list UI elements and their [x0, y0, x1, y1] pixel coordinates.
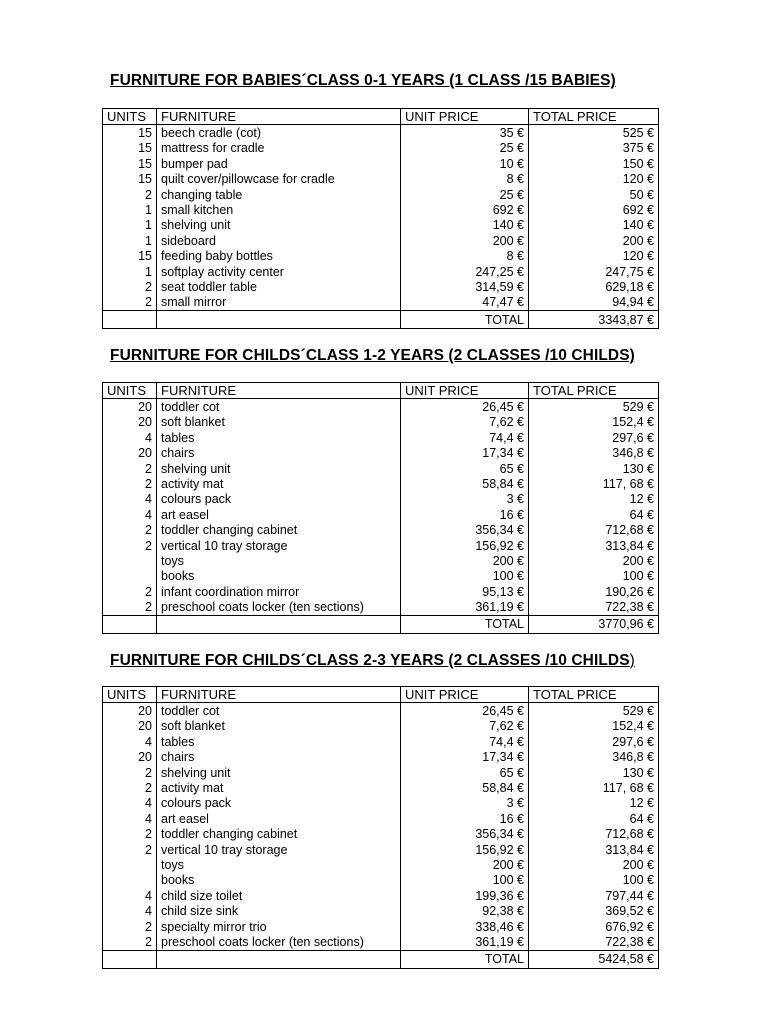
- header-units: UNITS: [103, 109, 157, 125]
- units-cell: 15: [103, 172, 157, 187]
- total-price-cell: 346,8 €: [529, 446, 659, 461]
- unit-price-cell: 58,84 €: [401, 780, 529, 795]
- header-furniture: FURNITURE: [157, 109, 401, 125]
- total-price-cell: 64 €: [529, 507, 659, 522]
- furniture-cell: art easel: [157, 811, 401, 826]
- table-row: [103, 172, 659, 187]
- units-cell: [103, 857, 157, 872]
- units-cell: 2: [103, 827, 157, 842]
- furniture-cell: bumper pad: [157, 156, 401, 171]
- unit-price-cell: 361,19 €: [401, 934, 529, 950]
- total-price-cell: 722,38 €: [529, 934, 659, 950]
- table-row: [103, 750, 659, 765]
- unit-price-cell: 17,34 €: [401, 446, 529, 461]
- units-cell: 20: [103, 446, 157, 461]
- unit-price-cell: 35 €: [401, 125, 529, 141]
- header-units: UNITS: [103, 383, 157, 399]
- total-price-cell: 12 €: [529, 492, 659, 507]
- unit-price-cell: 100 €: [401, 569, 529, 584]
- total-empty-cell: [157, 615, 401, 633]
- section-heading-text: FURNITURE FOR CHILDS´CLASS 2-3 YEARS (2 CLASSES /10 CHILDS: [110, 652, 630, 669]
- units-cell: 4: [103, 734, 157, 749]
- furniture-cell: tables: [157, 430, 401, 445]
- units-cell: [103, 553, 157, 568]
- table-row: [103, 569, 659, 584]
- units-cell: 2: [103, 765, 157, 780]
- total-price-cell: 529 €: [529, 399, 659, 415]
- total-empty-cell: [103, 615, 157, 633]
- total-row: [103, 950, 659, 968]
- table-header-row: [103, 383, 659, 399]
- total-price-cell: 152,4 €: [529, 719, 659, 734]
- furniture-cell: activity mat: [157, 780, 401, 795]
- unit-price-cell: 47,47 €: [401, 295, 529, 311]
- units-cell: 2: [103, 934, 157, 950]
- unit-price-cell: 140 €: [401, 218, 529, 233]
- total-price-cell: 200 €: [529, 233, 659, 248]
- unit-price-cell: 26,45 €: [401, 703, 529, 719]
- total-value: 3770,96 €: [529, 615, 659, 633]
- total-price-cell: 712,68 €: [529, 827, 659, 842]
- unit-price-cell: 17,34 €: [401, 750, 529, 765]
- section-heading-text: FURNITURE FOR CHILDS´CLASS 1-2 YEARS (2 CLASSES /10 CHILDS): [110, 347, 635, 364]
- table-row: [103, 492, 659, 507]
- furniture-cell: books: [157, 569, 401, 584]
- unit-price-cell: 74,4 €: [401, 430, 529, 445]
- table-row: [103, 780, 659, 795]
- furniture-cell: preschool coats locker (ten sections): [157, 599, 401, 615]
- table-row: [103, 584, 659, 599]
- total-price-cell: 676,92 €: [529, 919, 659, 934]
- total-price-cell: 130 €: [529, 461, 659, 476]
- furniture-cell: beech cradle (cot): [157, 125, 401, 141]
- table-row: [103, 141, 659, 156]
- furniture-cell: shelving unit: [157, 218, 401, 233]
- unit-price-cell: 200 €: [401, 233, 529, 248]
- table-row: [103, 202, 659, 217]
- units-cell: 2: [103, 842, 157, 857]
- total-price-cell: 100 €: [529, 569, 659, 584]
- units-cell: 15: [103, 249, 157, 264]
- total-price-cell: 100 €: [529, 873, 659, 888]
- unit-price-cell: 25 €: [401, 141, 529, 156]
- unit-price-cell: 74,4 €: [401, 734, 529, 749]
- total-empty-cell: [157, 311, 401, 329]
- unit-price-cell: 65 €: [401, 461, 529, 476]
- unit-price-cell: 8 €: [401, 172, 529, 187]
- units-cell: 15: [103, 141, 157, 156]
- table-row: [103, 295, 659, 311]
- furniture-cell: small kitchen: [157, 202, 401, 217]
- header-units: UNITS: [103, 687, 157, 703]
- table-row: [103, 873, 659, 888]
- furniture-cell: activity mat: [157, 476, 401, 491]
- header-total-price: TOTAL PRICE: [529, 383, 659, 399]
- section-heading: [110, 652, 635, 670]
- total-price-cell: 140 €: [529, 218, 659, 233]
- table-row: [103, 476, 659, 491]
- total-price-cell: 346,8 €: [529, 750, 659, 765]
- units-cell: 2: [103, 584, 157, 599]
- table-row: [103, 796, 659, 811]
- units-cell: 2: [103, 538, 157, 553]
- table-row: [103, 903, 659, 918]
- furniture-cell: small mirror: [157, 295, 401, 311]
- units-cell: 1: [103, 233, 157, 248]
- unit-price-cell: 3 €: [401, 796, 529, 811]
- total-value: 5424,58 €: [529, 950, 659, 968]
- table-row: [103, 599, 659, 615]
- total-price-cell: 369,52 €: [529, 903, 659, 918]
- header-unit-price: UNIT PRICE: [401, 109, 529, 125]
- furniture-cell: toys: [157, 857, 401, 872]
- unit-price-cell: 200 €: [401, 553, 529, 568]
- table-row: [103, 430, 659, 445]
- total-price-cell: 64 €: [529, 811, 659, 826]
- total-price-cell: 50 €: [529, 187, 659, 202]
- units-cell: 2: [103, 461, 157, 476]
- unit-price-cell: 92,38 €: [401, 903, 529, 918]
- unit-price-cell: 338,46 €: [401, 919, 529, 934]
- table-row: [103, 218, 659, 233]
- units-cell: 4: [103, 507, 157, 522]
- unit-price-cell: 16 €: [401, 507, 529, 522]
- table-row: [103, 538, 659, 553]
- units-cell: 15: [103, 125, 157, 141]
- total-price-cell: 525 €: [529, 125, 659, 141]
- furniture-cell: specialty mirror trio: [157, 919, 401, 934]
- table-row: [103, 125, 659, 141]
- section-heading-tail: ): [629, 652, 635, 669]
- total-price-cell: 797,44 €: [529, 888, 659, 903]
- table-row: [103, 461, 659, 476]
- table-row: [103, 842, 659, 857]
- unit-price-cell: 8 €: [401, 249, 529, 264]
- furniture-cell: shelving unit: [157, 461, 401, 476]
- table-row: [103, 399, 659, 415]
- furniture-table: [102, 686, 659, 969]
- table-row: [103, 446, 659, 461]
- unit-price-cell: 199,36 €: [401, 888, 529, 903]
- total-price-cell: 247,75 €: [529, 264, 659, 279]
- furniture-cell: mattress for cradle: [157, 141, 401, 156]
- furniture-cell: feeding baby bottles: [157, 249, 401, 264]
- units-cell: 4: [103, 796, 157, 811]
- header-furniture: FURNITURE: [157, 383, 401, 399]
- units-cell: 2: [103, 780, 157, 795]
- total-price-cell: 722,38 €: [529, 599, 659, 615]
- unit-price-cell: 361,19 €: [401, 599, 529, 615]
- furniture-cell: chairs: [157, 446, 401, 461]
- table-row: [103, 279, 659, 294]
- header-total-price: TOTAL PRICE: [529, 109, 659, 125]
- total-price-cell: 200 €: [529, 553, 659, 568]
- units-cell: 1: [103, 202, 157, 217]
- unit-price-cell: 100 €: [401, 873, 529, 888]
- units-cell: 4: [103, 430, 157, 445]
- total-price-cell: 130 €: [529, 765, 659, 780]
- furniture-table: [102, 108, 659, 329]
- unit-price-cell: 247,25 €: [401, 264, 529, 279]
- unit-price-cell: 10 €: [401, 156, 529, 171]
- total-price-cell: 629,18 €: [529, 279, 659, 294]
- units-cell: [103, 873, 157, 888]
- table-row: [103, 187, 659, 202]
- total-empty-cell: [157, 950, 401, 968]
- total-price-cell: 313,84 €: [529, 842, 659, 857]
- table-row: [103, 523, 659, 538]
- unit-price-cell: 25 €: [401, 187, 529, 202]
- table-row: [103, 765, 659, 780]
- section-heading: [110, 347, 635, 365]
- furniture-cell: preschool coats locker (ten sections): [157, 934, 401, 950]
- unit-price-cell: 314,59 €: [401, 279, 529, 294]
- units-cell: 20: [103, 703, 157, 719]
- total-price-cell: 117, 68 €: [529, 780, 659, 795]
- furniture-cell: softplay activity center: [157, 264, 401, 279]
- total-price-cell: 712,68 €: [529, 523, 659, 538]
- furniture-cell: soft blanket: [157, 719, 401, 734]
- units-cell: 20: [103, 415, 157, 430]
- total-price-cell: 375 €: [529, 141, 659, 156]
- table-row: [103, 919, 659, 934]
- units-cell: 4: [103, 903, 157, 918]
- furniture-cell: sideboard: [157, 233, 401, 248]
- total-empty-cell: [103, 950, 157, 968]
- total-price-cell: 150 €: [529, 156, 659, 171]
- total-price-cell: 94,94 €: [529, 295, 659, 311]
- total-label: TOTAL: [401, 950, 529, 968]
- table-row: [103, 264, 659, 279]
- table-row: [103, 811, 659, 826]
- total-row: [103, 615, 659, 633]
- unit-price-cell: 26,45 €: [401, 399, 529, 415]
- header-unit-price: UNIT PRICE: [401, 687, 529, 703]
- total-label: TOTAL: [401, 311, 529, 329]
- furniture-cell: quilt cover/pillowcase for cradle: [157, 172, 401, 187]
- total-price-cell: 190,26 €: [529, 584, 659, 599]
- furniture-cell: vertical 10 tray storage: [157, 842, 401, 857]
- units-cell: 4: [103, 492, 157, 507]
- units-cell: [103, 569, 157, 584]
- total-empty-cell: [103, 311, 157, 329]
- units-cell: 2: [103, 187, 157, 202]
- unit-price-cell: 95,13 €: [401, 584, 529, 599]
- furniture-cell: vertical 10 tray storage: [157, 538, 401, 553]
- furniture-cell: infant coordination mirror: [157, 584, 401, 599]
- table-row: [103, 888, 659, 903]
- total-price-cell: 120 €: [529, 249, 659, 264]
- furniture-cell: books: [157, 873, 401, 888]
- unit-price-cell: 16 €: [401, 811, 529, 826]
- total-price-cell: 297,6 €: [529, 734, 659, 749]
- table-row: [103, 249, 659, 264]
- table-row: [103, 734, 659, 749]
- units-cell: 2: [103, 523, 157, 538]
- furniture-table: [102, 382, 659, 634]
- unit-price-cell: 200 €: [401, 857, 529, 872]
- units-cell: 20: [103, 750, 157, 765]
- table-header-row: [103, 109, 659, 125]
- total-value: 3343,87 €: [529, 311, 659, 329]
- table-row: [103, 233, 659, 248]
- units-cell: 1: [103, 218, 157, 233]
- units-cell: 20: [103, 719, 157, 734]
- total-price-cell: 297,6 €: [529, 430, 659, 445]
- units-cell: 2: [103, 919, 157, 934]
- furniture-cell: toddler changing cabinet: [157, 523, 401, 538]
- unit-price-cell: 356,34 €: [401, 523, 529, 538]
- total-price-cell: 529 €: [529, 703, 659, 719]
- total-price-cell: 313,84 €: [529, 538, 659, 553]
- units-cell: 2: [103, 599, 157, 615]
- units-cell: 1: [103, 264, 157, 279]
- furniture-cell: soft blanket: [157, 415, 401, 430]
- unit-price-cell: 3 €: [401, 492, 529, 507]
- furniture-cell: colours pack: [157, 492, 401, 507]
- furniture-cell: toddler cot: [157, 399, 401, 415]
- total-price-cell: 200 €: [529, 857, 659, 872]
- furniture-cell: toddler cot: [157, 703, 401, 719]
- table-row: [103, 857, 659, 872]
- unit-price-cell: 692 €: [401, 202, 529, 217]
- unit-price-cell: 58,84 €: [401, 476, 529, 491]
- header-furniture: FURNITURE: [157, 687, 401, 703]
- table-row: [103, 827, 659, 842]
- table-row: [103, 507, 659, 522]
- table-row: [103, 156, 659, 171]
- unit-price-cell: 356,34 €: [401, 827, 529, 842]
- furniture-cell: colours pack: [157, 796, 401, 811]
- units-cell: 4: [103, 811, 157, 826]
- furniture-cell: changing table: [157, 187, 401, 202]
- units-cell: 4: [103, 888, 157, 903]
- furniture-cell: chairs: [157, 750, 401, 765]
- furniture-cell: art easel: [157, 507, 401, 522]
- units-cell: 2: [103, 279, 157, 294]
- total-price-cell: 692 €: [529, 202, 659, 217]
- furniture-cell: seat toddler table: [157, 279, 401, 294]
- unit-price-cell: 156,92 €: [401, 842, 529, 857]
- header-unit-price: UNIT PRICE: [401, 383, 529, 399]
- table-row: [103, 415, 659, 430]
- furniture-cell: toddler changing cabinet: [157, 827, 401, 842]
- total-price-cell: 120 €: [529, 172, 659, 187]
- total-price-cell: 152,4 €: [529, 415, 659, 430]
- unit-price-cell: 156,92 €: [401, 538, 529, 553]
- units-cell: 2: [103, 295, 157, 311]
- units-cell: 2: [103, 476, 157, 491]
- total-price-cell: 12 €: [529, 796, 659, 811]
- table-row: [103, 719, 659, 734]
- unit-price-cell: 7,62 €: [401, 719, 529, 734]
- header-total-price: TOTAL PRICE: [529, 687, 659, 703]
- units-cell: 20: [103, 399, 157, 415]
- table-row: [103, 553, 659, 568]
- table-row: [103, 703, 659, 719]
- furniture-cell: child size toilet: [157, 888, 401, 903]
- unit-price-cell: 65 €: [401, 765, 529, 780]
- section-heading-text: FURNITURE FOR BABIES´CLASS 0-1 YEARS (1 CLASS /15 BABIES): [110, 72, 616, 89]
- table-row: [103, 934, 659, 950]
- unit-price-cell: 7,62 €: [401, 415, 529, 430]
- total-price-cell: 117, 68 €: [529, 476, 659, 491]
- furniture-cell: tables: [157, 734, 401, 749]
- section-heading: [110, 72, 616, 90]
- furniture-cell: toys: [157, 553, 401, 568]
- total-label: TOTAL: [401, 615, 529, 633]
- furniture-cell: shelving unit: [157, 765, 401, 780]
- units-cell: 15: [103, 156, 157, 171]
- furniture-cell: child size sink: [157, 903, 401, 918]
- table-header-row: [103, 687, 659, 703]
- total-row: [103, 311, 659, 329]
